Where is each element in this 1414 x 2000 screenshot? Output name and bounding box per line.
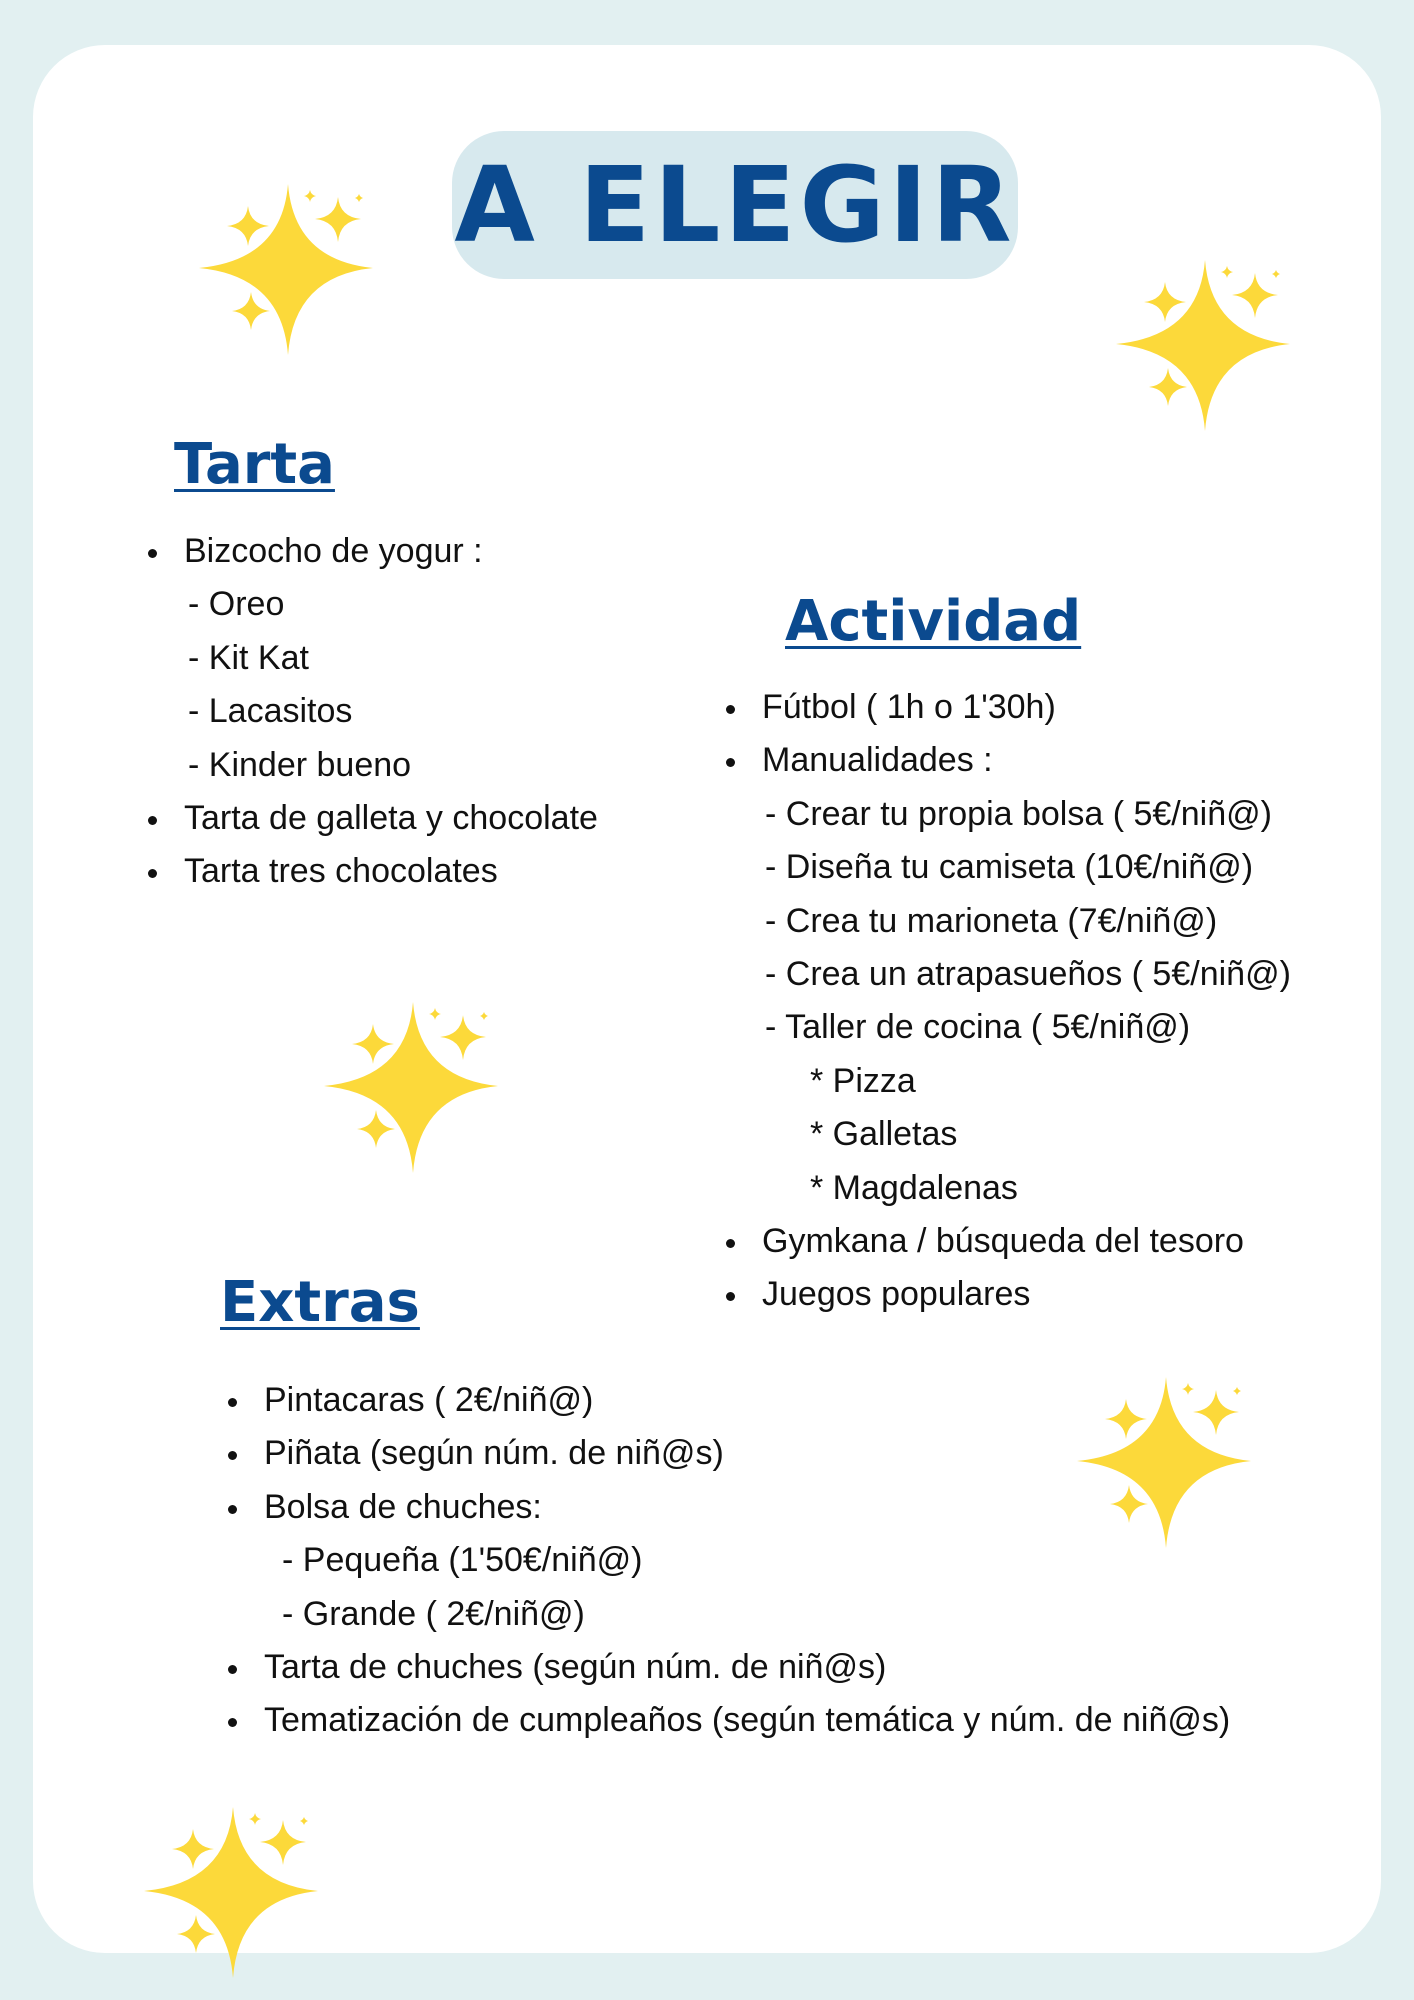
list-subitem: - Grande ( 2€/niñ@) bbox=[282, 1594, 585, 1633]
list-item: Pintacaras ( 2€/niñ@) bbox=[264, 1374, 1230, 1427]
sparkle-icon bbox=[1112, 258, 1292, 433]
list-item: Tarta tres chocolates bbox=[184, 845, 598, 898]
list-item: Tarta de chuches (según núm. de niñ@s) bbox=[264, 1641, 1230, 1694]
list-subitem: - Crea tu marioneta (7€/niñ@) bbox=[765, 901, 1218, 940]
extras-heading: Extras bbox=[220, 1270, 420, 1335]
list-subitem: - Kit Kat bbox=[188, 638, 309, 677]
list-subitem: - Kinder bueno bbox=[188, 745, 412, 784]
list-item: Piñata (según núm. de niñ@s) bbox=[264, 1427, 1230, 1480]
sparkle-icon bbox=[320, 1000, 500, 1175]
list-item: Tarta de galleta y chocolate bbox=[184, 792, 598, 845]
tarta-heading: Tarta bbox=[174, 432, 335, 497]
list-item: Juegos populares bbox=[762, 1268, 1291, 1321]
page-title: A ELEGIR bbox=[454, 144, 1016, 266]
list-item: Bolsa de chuches: bbox=[264, 1481, 1230, 1534]
list-item: Tematización de cumpleaños (según temática y núm. de niñ@s) bbox=[264, 1694, 1230, 1747]
list-subsubitem: * Pizza bbox=[810, 1061, 916, 1100]
list-subitem: - Oreo bbox=[188, 585, 285, 624]
actividad-heading: Actividad bbox=[785, 589, 1082, 654]
list-item: Gymkana / búsqueda del tesoro bbox=[762, 1215, 1291, 1268]
sparkle-icon bbox=[195, 182, 375, 357]
sparkle-icon bbox=[140, 1805, 320, 1980]
list-subitem: - Crea un atrapasueños ( 5€/niñ@) bbox=[765, 955, 1291, 994]
title-pill bbox=[452, 131, 1018, 279]
list-subitem: - Crear tu propia bolsa ( 5€/niñ@) bbox=[765, 794, 1272, 833]
list-subsubitem: * Galletas bbox=[810, 1115, 958, 1154]
list-subitem: - Pequeña (1'50€/niñ@) bbox=[282, 1541, 643, 1580]
list-item: Fútbol ( 1h o 1'30h) bbox=[762, 681, 1291, 734]
extras-list bbox=[264, 1374, 1230, 1748]
actividad-list bbox=[762, 681, 1291, 1322]
list-subitem: - Taller de cocina ( 5€/niñ@) bbox=[765, 1008, 1191, 1047]
list-subsubitem: * Magdalenas bbox=[810, 1168, 1018, 1207]
list-item: Manualidades : bbox=[762, 734, 1291, 787]
list-subitem: - Diseña tu camiseta (10€/niñ@) bbox=[765, 848, 1254, 887]
list-subitem: - Lacasitos bbox=[188, 692, 353, 731]
tarta-list bbox=[184, 525, 598, 899]
list-item: Bizcocho de yogur : bbox=[184, 525, 598, 578]
